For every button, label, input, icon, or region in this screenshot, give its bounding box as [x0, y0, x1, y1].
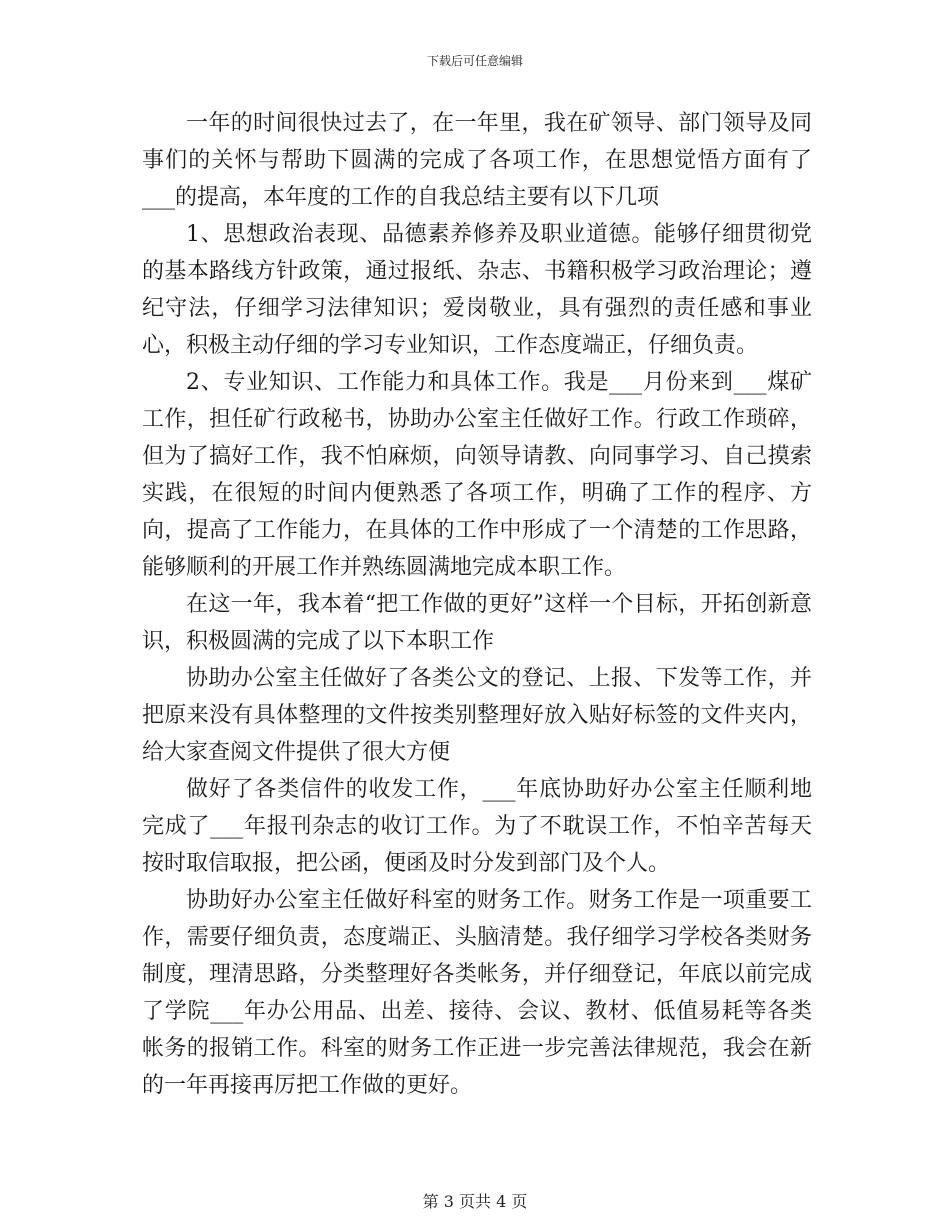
paragraph-goal: 在这一年，我本着“把工作做的更好”这样一个目标，开拓创新意识，积极圆满的完成了以下本职工作 [142, 592, 812, 654]
paragraph-finance: 协助好办公室主任做好科室的财务工作。财务工作是一项重要工作，需要仔细负责，态度端正、头脑清楚。我仔细学习学校各类财务制度，理清思路，分类整理好各类帐务，并仔细登记，年底以前完成了学院___年办公用品、出差、接待、会议、教材、低值易耗等各类帐务的报销工作。科室的财务工作正进一步完善法律规范，我会在新的一年再接再厉把工作做的更好。 [142, 888, 812, 1098]
paragraph-intro: 一年的时间很快过去了，在一年里，我在矿领导、部门领导及同事们的关怀与帮助下圆满的完成了各项工作，在思想觉悟方面有了___的提高，本年度的工作的自我总结主要有以下几项 [142, 111, 812, 210]
paragraph-mail: 做好了各类信件的收发工作，___年底协助好办公室主任顺利地完成了___年报刊杂志的收订工作。为了不耽误工作，不怕辛苦每天按时取信取报，把公函，便函及时分发到部门及个人。 [142, 777, 812, 876]
paragraph-political: 1、思想政治表现、品德素养修养及职业道德。能够仔细贯彻党的基本路线方针政策，通过报纸、杂志、书籍积极学习政治理论；遵纪守法，仔细学习法律知识；爱岗敬业，具有强烈的责任感和事业心，积极主动仔细的学习专业知识，工作态度端正，仔细负责。 [142, 222, 812, 358]
paragraph-documents: 协助办公室主任做好了各类公文的登记、上报、下发等工作，并把原来没有具体整理的文件按类别整理好放入贴好标签的文件夹内，给大家查阅文件提供了很大方便 [142, 666, 812, 765]
page-number: 第 3 页共 4 页 [422, 1192, 528, 1211]
paragraph-professional: 2、专业知识、工作能力和具体工作。我是___月份来到___煤矿工作，担任矿行政秘书，协助办公室主任做好工作。行政工作琐碎，但为了搞好工作，我不怕麻烦，向领导请教、向同事学习、自己摸索实践，在很短的时间内便熟悉了各项工作，明确了工作的程序、方向，提高了工作能力，在具体的工作中形成了一个清楚的工作思路，能够顺利的开展工作并熟练圆满地完成本职工作。 [142, 370, 812, 580]
document-body [142, 105, 812, 1104]
page-header: 下载后可任意编辑 [426, 54, 523, 68]
